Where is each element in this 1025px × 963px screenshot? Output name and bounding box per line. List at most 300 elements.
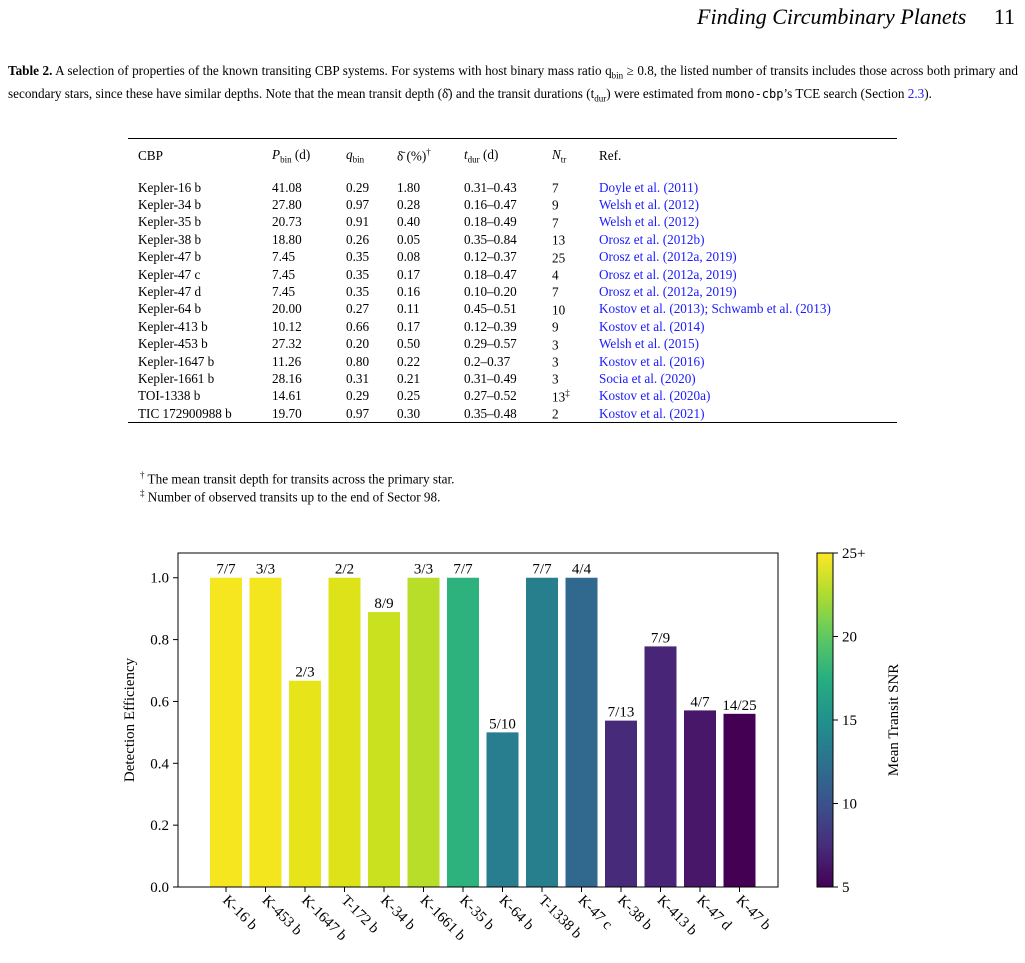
bar [724, 714, 756, 887]
cell-cbp [128, 173, 272, 196]
cell-pbin [272, 173, 346, 196]
cell-cbp [128, 249, 272, 266]
cell-value: 11.26 [272, 353, 302, 369]
cell-ntr [552, 231, 599, 248]
cell-qbin [346, 370, 397, 387]
cell-tdur [464, 353, 552, 370]
cell-value: 2 [552, 406, 559, 422]
cell-ref[interactable] [599, 336, 897, 353]
cell-value: 0.66 [346, 318, 370, 334]
cell-cbp [128, 196, 272, 213]
cell-mark: ‡ [565, 387, 570, 398]
bar [526, 578, 558, 887]
bar-label: 4/7 [690, 694, 710, 711]
cell-qbin [346, 283, 397, 300]
cell-value: 4 [552, 267, 559, 283]
colorbar-tick-label: 5 [842, 880, 850, 896]
cell-value: 0.50 [397, 336, 421, 352]
bar [684, 710, 716, 887]
cell-value: 0.31–0.49 [464, 370, 517, 386]
cell-value: 0.16 [397, 284, 421, 300]
header-tdur-sub: dur [467, 154, 480, 165]
header-tdur-unit: (d) [479, 147, 499, 163]
header-cbp: CBP [138, 148, 163, 163]
table-bottom-rule [128, 422, 897, 423]
cell-qbin [346, 336, 397, 353]
colorbar-tick-label: 20 [842, 629, 857, 646]
cell-depth [397, 266, 464, 283]
footnote-mark: ‡ [140, 488, 145, 498]
cell-ntr [552, 173, 599, 196]
section-link[interactable]: 2.3 [907, 85, 925, 101]
table-caption [8, 62, 1018, 107]
ref-link[interactable]: Welsh et al. (2015) [599, 336, 700, 352]
page-header [697, 4, 1015, 30]
colorbar-tick-label: 10 [842, 796, 857, 813]
cell-value: Kepler-47 d [138, 284, 202, 300]
cell-value: 20.00 [272, 301, 302, 317]
cell-value: 13 [552, 232, 566, 248]
ref-link[interactable]: Orosz et al. (2012a, 2019) [599, 266, 737, 282]
cell-value: 0.35–0.84 [464, 231, 517, 247]
caption-text-5: ). [924, 85, 932, 101]
x-tick-label: K-47 d [693, 892, 735, 934]
cell-value: 0.35 [346, 266, 370, 282]
table-row [128, 196, 897, 213]
cell-tdur [464, 231, 552, 248]
cell-cbp [128, 266, 272, 283]
cell-value: 3 [552, 354, 559, 370]
cell-value: 20.73 [272, 214, 302, 230]
cell-value: 9 [552, 197, 559, 213]
cell-value: 19.70 [272, 405, 302, 421]
bar [408, 578, 440, 887]
cell-value: Kepler-38 b [138, 231, 202, 247]
cell-pbin [272, 388, 346, 405]
ref-link[interactable]: Kostov et al. (2021) [599, 405, 705, 421]
cell-value: 0.21 [397, 370, 421, 386]
cell-qbin [346, 353, 397, 370]
cell-value: Kepler-35 b [138, 214, 202, 230]
cell-value: 0.28 [397, 197, 421, 213]
cell-ntr [552, 301, 599, 318]
bar [605, 721, 637, 887]
cell-value: 7 [552, 284, 559, 300]
table-grid [128, 139, 897, 422]
bar-label: 7/7 [453, 561, 473, 578]
cell-value: 0.17 [397, 318, 421, 334]
x-tick-label: K-1647 b [298, 892, 350, 945]
cell-ntr [552, 370, 599, 387]
caption-code: mono-cbp [725, 86, 784, 101]
caption-label: Table 2. [8, 63, 53, 78]
cell-value: 10.12 [272, 318, 302, 334]
cell-value: 0.11 [397, 301, 420, 317]
cell-ref[interactable] [599, 370, 897, 387]
footnote-mark: † [140, 470, 145, 480]
cell-value: 41.08 [272, 179, 302, 195]
cell-value: 7 [552, 215, 559, 231]
cell-ntr [552, 196, 599, 213]
ref-link[interactable]: Kostov et al. (2014) [599, 318, 705, 334]
cell-cbp [128, 318, 272, 335]
cell-value: Kepler-413 b [138, 318, 208, 334]
header-ref: Ref. [599, 148, 622, 163]
cell-value: 0.97 [346, 405, 370, 421]
bar-label: 3/3 [413, 561, 434, 578]
ref-link[interactable]: Orosz et al. (2012b) [599, 231, 705, 247]
bar [210, 578, 242, 887]
cell-value: Kepler-453 b [138, 336, 208, 352]
cell-value: Kepler-1647 b [138, 353, 215, 369]
cell-cbp [128, 388, 272, 405]
cell-ref[interactable] [599, 266, 897, 283]
cell-ref[interactable] [599, 249, 897, 266]
cell-depth [397, 283, 464, 300]
cell-value: 7.45 [272, 284, 296, 300]
x-tick-label: K-413 b [653, 892, 701, 939]
header-pbin-sub: bin [280, 154, 292, 165]
cell-tdur [464, 214, 552, 231]
cell-value: 10 [552, 302, 566, 318]
x-tick-label: K-38 b [614, 892, 656, 934]
cell-cbp [128, 301, 272, 318]
cell-value: 0.25 [397, 388, 421, 404]
header-pbin [272, 139, 346, 173]
bar-label: 2/3 [295, 664, 315, 681]
header-qbin-symbol: q [346, 147, 353, 163]
cell-value: 0.91 [346, 214, 370, 230]
y-tick-label: 1.0 [150, 570, 169, 587]
cell-value: 13 [552, 389, 566, 405]
bar [566, 578, 598, 887]
cell-value: 0.26 [346, 231, 370, 247]
cell-qbin [346, 301, 397, 318]
table-row [128, 336, 897, 353]
x-tick-label: K-64 b [495, 892, 537, 934]
cell-value: 3 [552, 336, 559, 352]
y-tick-label: 0.2 [150, 818, 169, 835]
cell-ntr [552, 353, 599, 370]
cell-value: 25 [552, 249, 566, 265]
cell-depth [397, 336, 464, 353]
cell-value: 0.80 [346, 353, 370, 369]
x-tick-label: T-1338 b [535, 892, 585, 943]
cell-ref[interactable] [599, 318, 897, 335]
footnote-text: Number of observed transits up to the end of Sector 98. [144, 489, 441, 505]
cell-value: 0.45–0.51 [464, 301, 517, 317]
cell-depth [397, 405, 464, 422]
cell-qbin [346, 231, 397, 248]
header-depth-mark: † [426, 147, 431, 158]
caption-text-1: A selection of properties of the known transiting CBP systems. For systems with host binary mass ratio q [52, 63, 612, 78]
header-depth [397, 139, 464, 173]
cell-depth [397, 173, 464, 196]
cell-depth [397, 249, 464, 266]
cell-value: Kepler-47 c [138, 266, 201, 282]
bars-group [210, 562, 757, 887]
cell-ref[interactable] [599, 214, 897, 231]
footnote-dagger [140, 470, 454, 487]
colorbar-tick-label: 25+ [842, 546, 866, 562]
cell-value: Kepler-16 b [138, 179, 202, 195]
cell-ntr [552, 388, 599, 405]
y-tick-label: 0.8 [150, 632, 169, 649]
cell-ntr [552, 283, 599, 300]
detection-efficiency-chart [0, 538, 1025, 963]
cell-pbin [272, 336, 346, 353]
cell-qbin [346, 214, 397, 231]
bar [250, 578, 282, 887]
x-tick-label: K-35 b [456, 892, 498, 934]
y-tick-label: 0.0 [150, 880, 169, 896]
cell-depth [397, 318, 464, 335]
cell-value: 9 [552, 319, 559, 335]
cell-value: 28.16 [272, 370, 302, 386]
page-number: 11 [993, 4, 1015, 29]
bar-label: 8/9 [374, 596, 394, 613]
colorbar [817, 546, 865, 896]
cell-depth [397, 214, 464, 231]
header-ntr-sub: tr [560, 154, 567, 165]
cell-pbin [272, 370, 346, 387]
cell-ref[interactable] [599, 173, 897, 196]
cell-pbin [272, 249, 346, 266]
header-qbin [346, 139, 397, 173]
header-ntr-symbol: N [552, 147, 561, 163]
bar [329, 578, 361, 887]
cell-ntr [552, 266, 599, 283]
cell-depth [397, 301, 464, 318]
y-axis [150, 571, 178, 896]
cell-ntr [552, 318, 599, 335]
cell-value: 0.18–0.49 [464, 214, 517, 230]
cell-value: Kepler-34 b [138, 197, 202, 213]
cell-tdur [464, 249, 552, 266]
cell-value: 0.29 [346, 388, 370, 404]
bar [645, 646, 677, 887]
table-row [128, 173, 897, 196]
cell-qbin [346, 249, 397, 266]
cell-tdur [464, 196, 552, 213]
cell-cbp [128, 283, 272, 300]
cell-tdur [464, 405, 552, 422]
cell-depth [397, 388, 464, 405]
cell-tdur [464, 388, 552, 405]
cell-ntr [552, 405, 599, 422]
table-row [128, 231, 897, 248]
cell-value: 0.16–0.47 [464, 197, 517, 213]
cell-tdur [464, 370, 552, 387]
cell-value: 0.40 [397, 214, 421, 230]
ref-link[interactable]: Welsh et al. (2012) [599, 214, 700, 230]
cell-value: 27.32 [272, 336, 302, 352]
cell-pbin [272, 353, 346, 370]
cell-value: 0.35–0.48 [464, 405, 517, 421]
cell-value: 0.31–0.43 [464, 179, 517, 195]
cell-value: 0.20 [346, 336, 370, 352]
x-tick-label: K-1661 b [416, 892, 469, 945]
cell-cbp [128, 214, 272, 231]
table-row [128, 283, 897, 300]
cell-value: 0.05 [397, 231, 421, 247]
cell-tdur [464, 173, 552, 196]
cell-value: 7.45 [272, 266, 296, 282]
table-row [128, 301, 897, 318]
cell-pbin [272, 214, 346, 231]
ref-link[interactable]: Kostov et al. (2013); Schwamb et al. (2013) [599, 301, 831, 317]
bar-label: 7/7 [532, 561, 552, 578]
cell-pbin [272, 301, 346, 318]
header-tdur [464, 139, 552, 173]
bar [447, 578, 479, 887]
cell-cbp [128, 405, 272, 422]
cell-pbin [272, 283, 346, 300]
footnote-text: The mean transit depth for transits across the primary star. [144, 471, 455, 487]
cell-value: 1.80 [397, 179, 421, 195]
ref-link[interactable]: Kostov et al. (2020a) [599, 388, 711, 404]
colorbar-gradient [817, 553, 833, 887]
cell-qbin [346, 388, 397, 405]
cell-value: 0.30 [397, 405, 421, 421]
caption-sub-bin: bin [611, 70, 624, 81]
cell-value: 27.80 [272, 197, 302, 213]
cell-qbin [346, 318, 397, 335]
cell-value: 7 [552, 180, 559, 196]
header-qbin-sub: bin [352, 154, 365, 165]
cell-ref[interactable] [599, 301, 897, 318]
cell-value: TIC 172900988 b [138, 405, 232, 421]
header-ntr [552, 139, 599, 173]
ref-link[interactable]: Doyle et al. (2011) [599, 179, 699, 195]
bar [368, 612, 400, 887]
ref-link[interactable]: Welsh et al. (2012) [599, 197, 700, 213]
cell-ntr [552, 214, 599, 231]
table-body [128, 173, 897, 422]
cell-value: 0.29 [346, 179, 370, 195]
cell-value: 14.61 [272, 388, 302, 404]
cell-ref[interactable] [599, 405, 897, 422]
ref-link[interactable]: Kostov et al. (2016) [599, 353, 705, 369]
header-pbin-unit: (d) [291, 147, 311, 163]
cell-value: TOI-1338 b [138, 388, 201, 404]
table-row [128, 388, 897, 405]
cell-ref[interactable] [599, 353, 897, 370]
bar-label: 5/10 [489, 716, 516, 733]
cell-depth [397, 353, 464, 370]
cell-pbin [272, 231, 346, 248]
properties-table [128, 138, 897, 423]
table-row [128, 353, 897, 370]
cell-cbp [128, 370, 272, 387]
colorbar-tick-label: 15 [842, 713, 857, 729]
cell-value: 0.12–0.37 [464, 249, 517, 265]
table-header-row [128, 139, 897, 173]
caption-text-4: ’s TCE search (Section [783, 85, 908, 101]
running-title: Finding Circumbinary Planets [697, 4, 967, 29]
cell-value: 0.2–0.37 [464, 353, 511, 369]
bar-label: 7/7 [216, 561, 236, 578]
cell-value: Kepler-47 b [138, 249, 202, 265]
cell-value: 0.12–0.39 [464, 318, 517, 334]
cell-value: 0.10–0.20 [464, 284, 517, 300]
colorbar-title: Mean Transit SNR [886, 663, 902, 777]
cell-cbp [128, 231, 272, 248]
cell-ref[interactable] [599, 196, 897, 213]
table-row [128, 266, 897, 283]
cell-pbin [272, 318, 346, 335]
cell-value: 0.27–0.52 [464, 388, 517, 404]
bar-label: 3/3 [255, 561, 276, 578]
cell-value: 0.27 [346, 301, 370, 317]
caption-sub-dur: dur [594, 93, 607, 104]
x-tick-label: K-16 b [219, 892, 261, 934]
x-tick-label: K-34 b [377, 892, 419, 934]
header-pbin-symbol: P [272, 147, 281, 163]
y-tick-label: 0.4 [150, 756, 169, 773]
x-tick-label: K-47 c [574, 892, 616, 933]
bar-label: 14/25 [722, 697, 757, 714]
cell-ref[interactable] [599, 283, 897, 300]
bar-label: 2/2 [334, 561, 355, 578]
cell-depth [397, 231, 464, 248]
x-axis [219, 887, 774, 944]
cell-value: 0.97 [346, 197, 370, 213]
cell-value: 0.08 [397, 249, 421, 265]
cell-depth [397, 370, 464, 387]
cell-ref[interactable] [599, 388, 897, 405]
table-row [128, 318, 897, 335]
cell-tdur [464, 318, 552, 335]
table-row [128, 214, 897, 231]
ref-link[interactable]: Orosz et al. (2012a, 2019) [599, 249, 737, 265]
ref-link[interactable]: Orosz et al. (2012a, 2019) [599, 284, 737, 300]
cell-value: Kepler-64 b [138, 301, 202, 317]
cell-tdur [464, 266, 552, 283]
cell-cbp [128, 353, 272, 370]
cell-value: 3 [552, 371, 559, 387]
table-row [128, 370, 897, 387]
footnote-ddagger [140, 488, 440, 505]
cell-qbin [346, 405, 397, 422]
table-row [128, 405, 897, 422]
cell-ref[interactable] [599, 231, 897, 248]
cell-value: 0.22 [397, 353, 421, 369]
cell-value: 0.35 [346, 249, 370, 265]
bar-label: 4/4 [571, 561, 592, 578]
cell-value: 18.80 [272, 231, 302, 247]
cell-qbin [346, 173, 397, 196]
cell-ntr [552, 336, 599, 353]
cell-pbin [272, 266, 346, 283]
cell-tdur [464, 283, 552, 300]
cell-pbin [272, 405, 346, 422]
cell-value: 0.29–0.57 [464, 336, 517, 352]
bar [289, 681, 321, 887]
header-depth-label: δ̄ (%) [397, 148, 427, 164]
cell-qbin [346, 196, 397, 213]
table-row [128, 249, 897, 266]
ref-link[interactable]: Socia et al. (2020) [599, 370, 696, 386]
y-tick-label: 0.6 [150, 694, 169, 711]
cell-tdur [464, 301, 552, 318]
caption-text-3: ) were estimated from [606, 85, 726, 101]
cell-qbin [346, 266, 397, 283]
cell-ntr [552, 249, 599, 266]
cell-value: 0.35 [346, 284, 370, 300]
x-tick-label: T-172 b [337, 892, 382, 937]
header-tdur-symbol: t [464, 147, 468, 163]
